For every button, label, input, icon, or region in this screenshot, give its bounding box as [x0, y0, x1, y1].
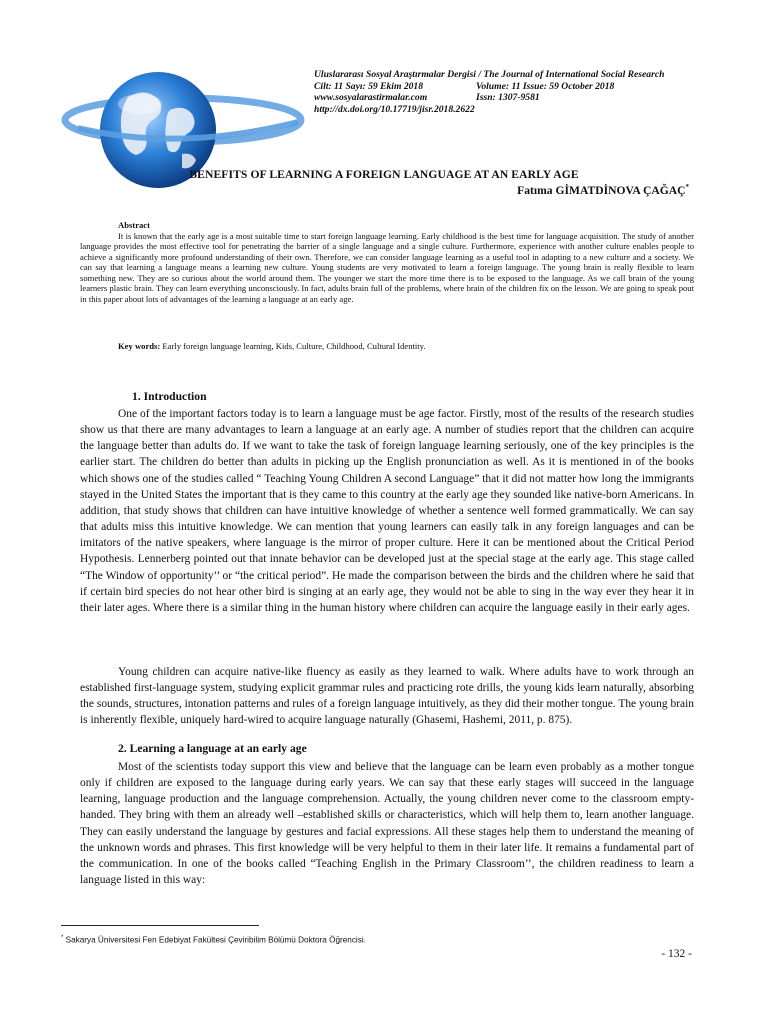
- footnote-divider: [61, 925, 259, 926]
- section-heading-introduction: 1. Introduction: [132, 390, 207, 403]
- section-heading-early-age: 2. Learning a language at an early age: [118, 742, 307, 755]
- volume-info: Volume: 11 Issue: 59 October 2018: [476, 80, 615, 92]
- paragraph: One of the important factors today is to learn a language must be age factor. Firstly, most of the results of the research studies show us that there are many advantages to learn a language at an early age. A number of studies report that the children can acquire the language better than adults do. If we want to take the task of foreign language learning seriously, one of the key principles is the earlier start. The children do better than adults in picking up the English pronunciation as well. As it is mentioned in of the books which shows one of the studies called “ Teaching Young Children A second Language” that it did not matter how long the immigrants stayed in the United States the important that is they came to this country at the early age they sounded like native-born Americans. In addition, that study shows that children can have intuitive knowledge of whether a sentence well formed grammatically. We can say that adults miss this intuitive knowledge. We can mention that young learners can easily talk in any foreign languages and can be imitators of the native speakers, where language is the mirror of proper culture. Here it can be mentioned about the Critical Period Hypothesis. Lennerberg pointed out that innate behavior can be developed just at the special stage at the early age. This stage called “The Window of opportunity’’ or “the critical period”. He made the comparison between the birds and the children where he said that if certain bird species do not hear other bird is singing at an early age, they would not be able to sing in the way ever they hear it in their later ages. Where there is a similar thing in the human history where children can acquire the language easily in their early ages.: [80, 408, 694, 614]
- journal-name: Uluslararası Sosyal Araştırmalar Dergisi / The Journal of International Social Research: [314, 69, 665, 80]
- journal-header: [314, 69, 734, 116]
- keywords-label: Key words:: [118, 341, 161, 351]
- website-link[interactable]: www.sosyalarastirmalar.com: [314, 92, 428, 104]
- issue-line: [314, 81, 734, 93]
- paragraph: Most of the scientists today support this view and believe that the language can be learn even probably as a mother tongue only if children are exposed to the language during early years. We can say that these early stages will succeed in the language learning, language production and the language comprehension. Actually, the young children never come to the classroom empty-handed. They bring with them an already well –established skills or characteristics, which will help them to, learn another language. They can easily understand the language by gestures and facial expressions. All these stages help them to understand the meaning of the unknown words and phrases. This first knowledge will be very helpful to them in their later life. It remains a fundamental part of the communication. In one of the books called “Teaching English in the Primary Classroom’’, the children readiness to learn a language listed in this way:: [80, 761, 694, 887]
- page-number: - 132 -: [661, 948, 692, 960]
- keywords-line: [118, 341, 698, 351]
- keywords-list: Early foreign language learning, Kids, Culture, Childhood, Cultural Identity.: [162, 341, 426, 351]
- doi-link[interactable]: http://dx.doi.org/10.17719/jisr.2018.2622: [314, 104, 475, 116]
- issn-info: Issn: 1307-9581: [476, 92, 540, 104]
- footnote-mark: *: [61, 935, 64, 941]
- site-line: [314, 92, 734, 104]
- author-name: Fatıma GİMATDİNOVA ÇAĞAÇ*: [517, 183, 689, 197]
- author-footnote-mark: *: [685, 183, 689, 191]
- cilt-info: Cilt: 11 Sayı: 59 Ekim 2018: [314, 80, 424, 92]
- footnote: [61, 935, 366, 945]
- abstract-heading: Abstract: [118, 220, 150, 230]
- paragraph: Young children can acquire native-like fluency as easily as they learned to walk. Where adults have to work through an established first-language system, studying explicit grammar rules and practicing rote drills, the young kids learn naturally, absorbing the sounds, structures, intonation patterns and rules of a foreign language intuitively, as they did their mother tongue. The young brain is inherently flexible, uniquely hard-wired to acquire language naturally (Ghasemi, Hashemi, 2011, p. 875).: [80, 666, 694, 727]
- footnote-text: Sakarya Üniversitesi Fen Edebiyat Fakültesi Çeviribilim Bölümü Doktora Öğrencisi.: [63, 935, 366, 945]
- paper-title: BENEFITS OF LEARNING A FOREIGN LANGUAGE AT AN EARLY AGE: [189, 168, 579, 181]
- abstract-body: It is known that the early age is a most suitable time to start foreign language learning. Early childhood is the best time for language acquisition. The study of another language provides the most effective tool for penetrating the barrier of a single language and a single culture. Furthermore, experience with another culture enables people to achieve a significantly more profound understanding of their own. Therefore, we can consider language learning as a useful tool in adapting to a new culture and a society. We can say that learning a language means a learning new culture. Young students are very motivated to learn a foreign language. The young brain is really flexible to learn something new. They are so curious about the world around them. The younger we start the more time there is to be exposed to the language. As we call brain of the young learners plastic brain. They can learn everything unconsciously. In fact, adults brain full of the problems, where brain of the children fix on the lesson. We are going to speak pout in this paper about lots of advantages of the learning a language at an early age.: [80, 231, 694, 304]
